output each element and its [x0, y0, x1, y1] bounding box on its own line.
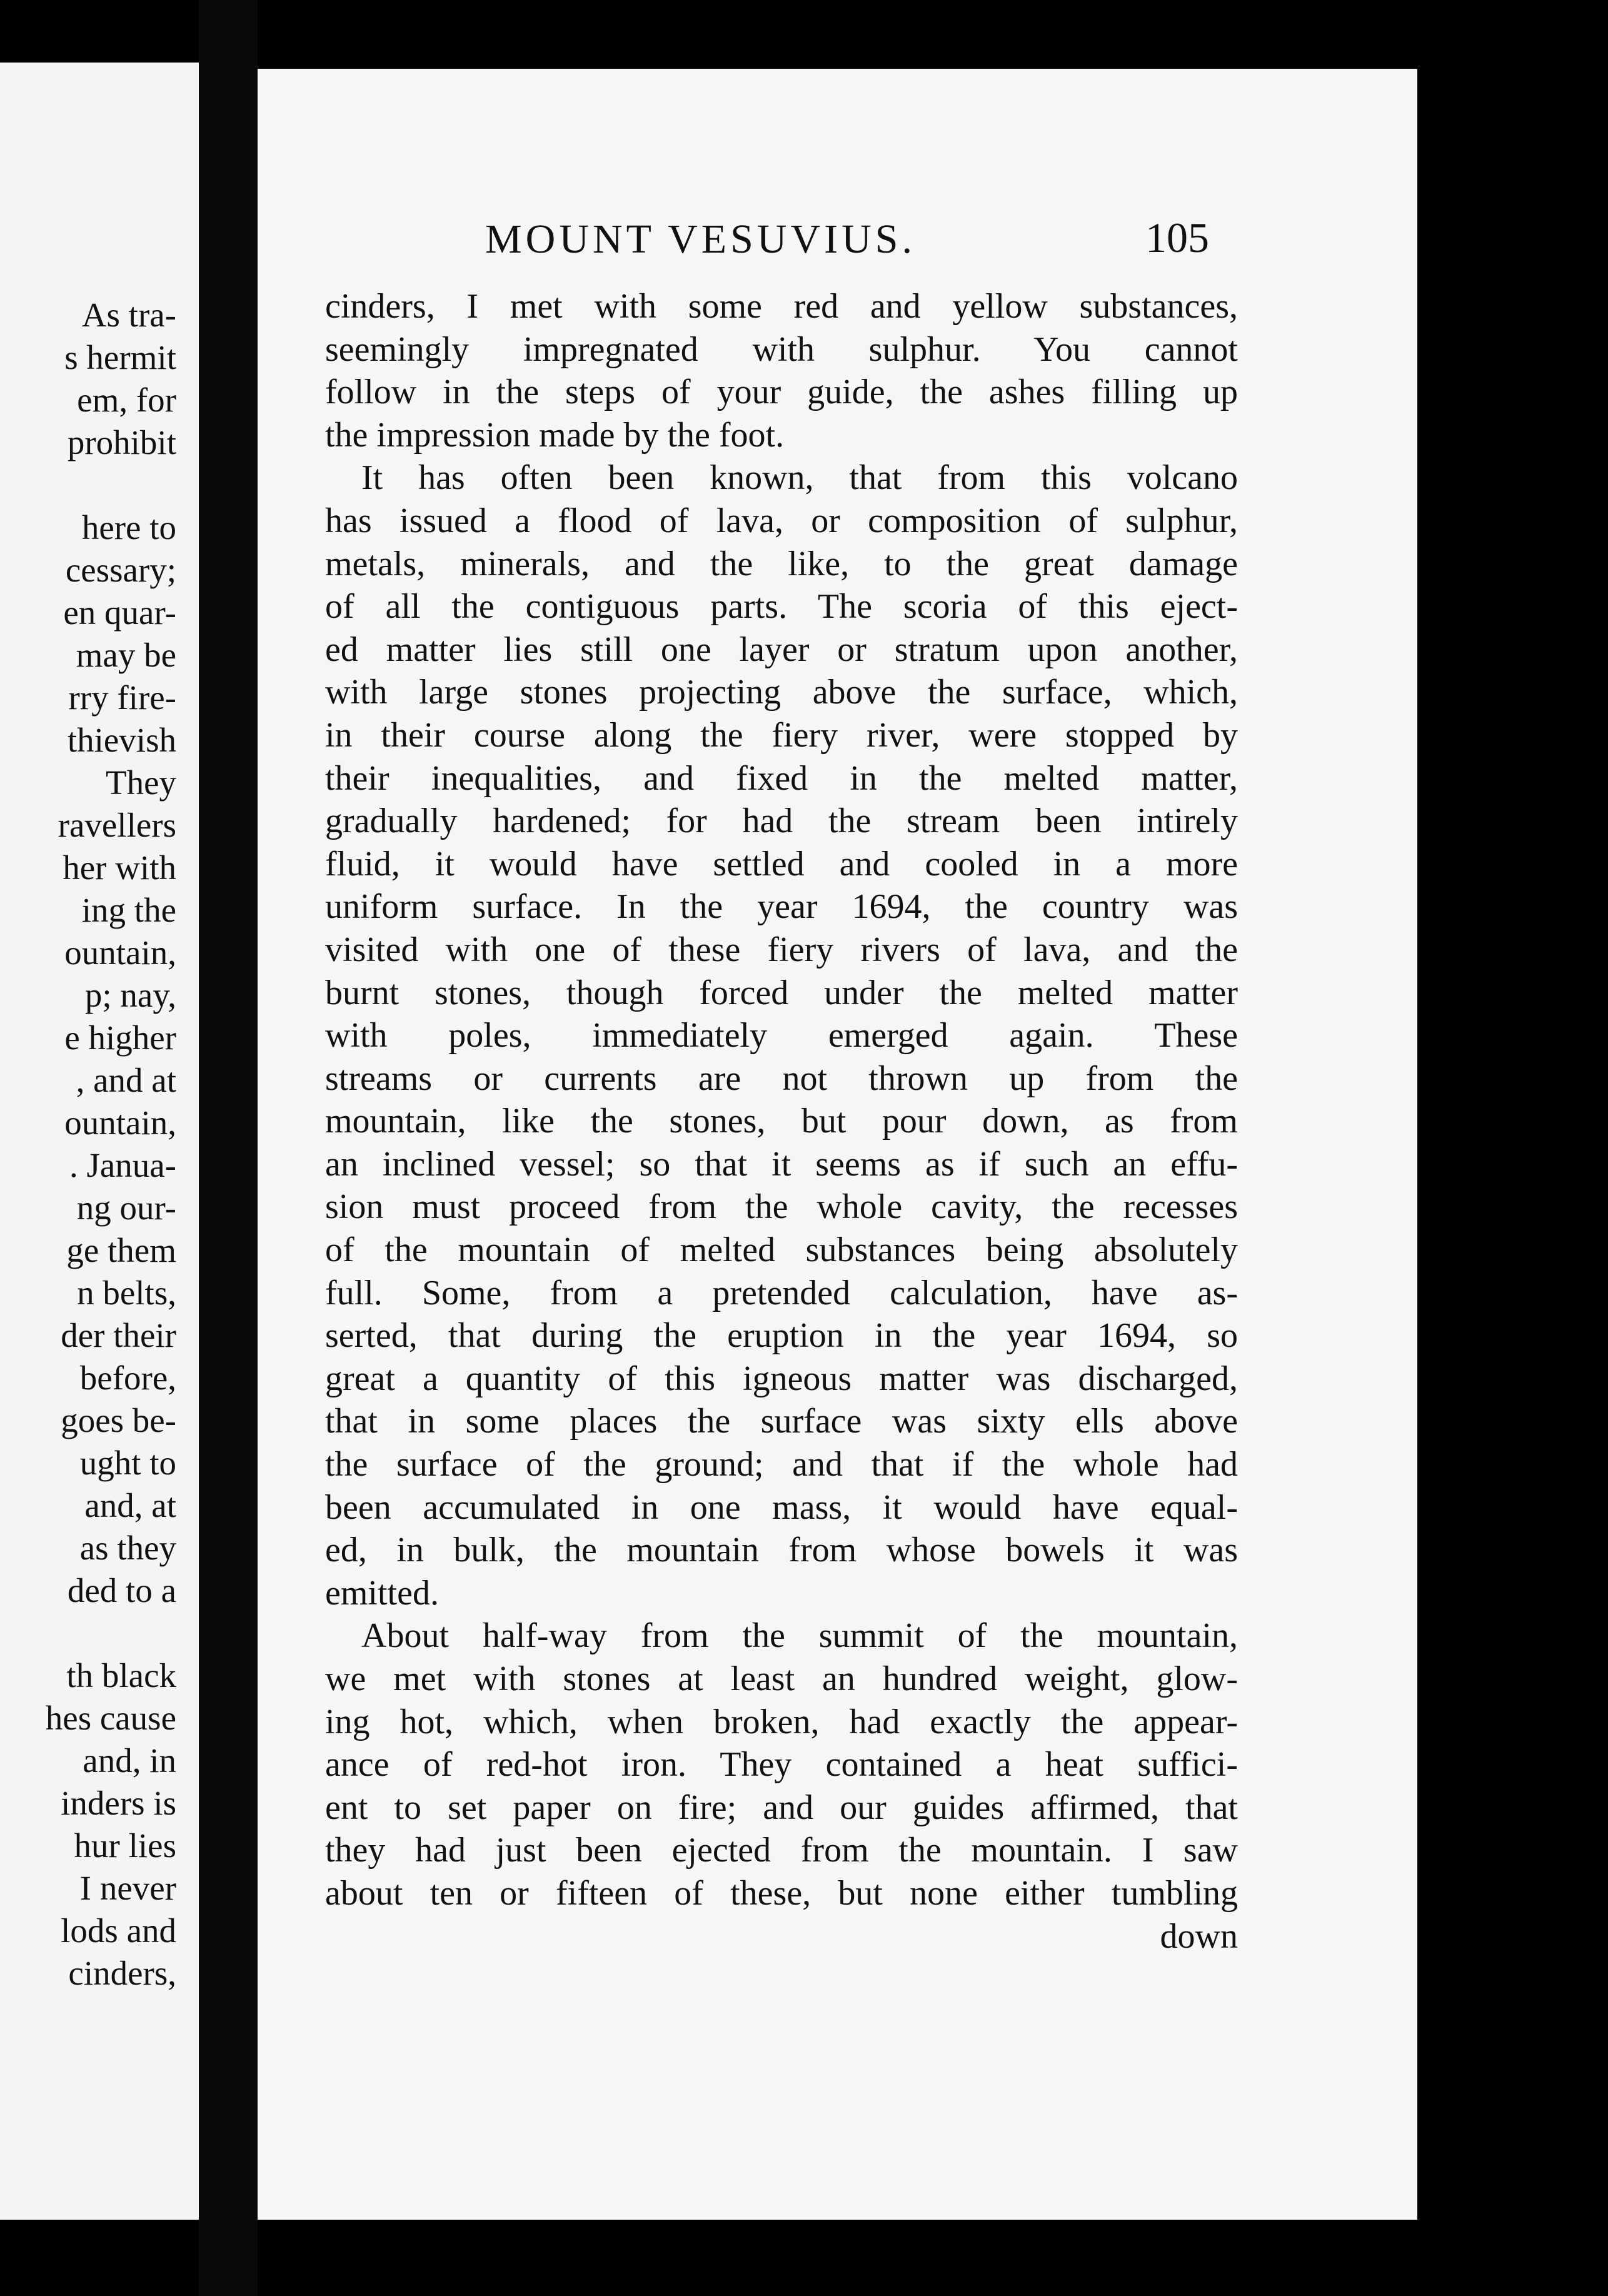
facing-line: en quar- [63, 593, 176, 632]
text-line: metals, minerals, and the like, to the great damage [325, 544, 1238, 583]
text-line: great a quantity of this igneous matter was discharged, [325, 1359, 1238, 1398]
facing-line: prohibit [67, 423, 176, 461]
text-line: uniform surface. In the year 1694, the country was [325, 887, 1238, 927]
facing-line: hes cause [45, 1699, 176, 1737]
text-line: ent to set paper on fire; and our guides affirmed, that [325, 1788, 1238, 1827]
facing-line: I never [79, 1869, 176, 1907]
running-head-title: MOUNT VESUVIUS. [485, 216, 916, 262]
text-line: ing hot, which, when broken, had exactly the appear- [325, 1702, 1238, 1741]
text-line: serted, that during the eruption in the year 1694, so [325, 1316, 1238, 1356]
text-line: mountain, like the stones, but pour down, as from [325, 1102, 1238, 1141]
facing-line: They [105, 763, 176, 802]
text-line: streams or currents are not thrown up from the [325, 1059, 1238, 1098]
book-gutter [199, 0, 258, 2296]
facing-line: ded to a [67, 1571, 176, 1609]
facing-line: inders is [61, 1784, 176, 1822]
text-line: About half-way from the summit of the mountain, [361, 1616, 1238, 1656]
facing-line: der their [61, 1316, 176, 1354]
facing-line: ountain, [64, 1104, 176, 1142]
facing-line: thievish [67, 721, 176, 759]
text-line: an inclined vessel; so that it seems as if such an effu- [325, 1144, 1238, 1184]
text-line: with poles, immediately emerged again. These [325, 1016, 1238, 1055]
facing-line: p; nay, [84, 976, 176, 1014]
text-line: in their course along the fiery river, were stopped by [325, 715, 1238, 755]
facing-line: ge them [66, 1231, 176, 1269]
text-line: emitted. [325, 1573, 439, 1613]
text-line: their inequalities, and fixed in the melted matter, [325, 758, 1238, 798]
page-number: 105 [1145, 214, 1209, 261]
facing-line: lods and [61, 1911, 176, 1950]
facing-line: here to [81, 508, 176, 546]
text-line: ed, in bulk, the mountain from whose bowels it was [325, 1531, 1238, 1570]
facing-line: and, at [84, 1486, 176, 1524]
facing-page-left [0, 63, 199, 2220]
facing-line: . Janua- [69, 1146, 176, 1184]
facing-line: her with [63, 848, 176, 887]
text-line: of all the contiguous parts. The scoria of this eject- [325, 587, 1238, 627]
facing-line: ng our- [76, 1189, 176, 1227]
facing-line: cessary; [65, 551, 176, 589]
text-line: It has often been known, that from this volcano [361, 458, 1238, 498]
text-line: seemingly impregnated with sulphur. You cannot [325, 330, 1238, 369]
facing-line: hur lies [74, 1826, 176, 1865]
text-line: has issued a flood of lava, or composition of sulphur, [325, 501, 1238, 540]
text-line: ance of red-hot iron. They contained a heat suffici- [325, 1745, 1238, 1785]
facing-line: as they [79, 1529, 176, 1567]
facing-line: As tra- [81, 296, 176, 334]
facing-line: goes be- [61, 1401, 176, 1439]
facing-line: s hermit [64, 338, 176, 376]
text-line: we met with stones at least an hundred weight, glow- [325, 1659, 1238, 1698]
facing-line: may be [76, 636, 176, 674]
facing-line: before, [79, 1359, 176, 1397]
text-line: with large stones projecting above the surface, which, [325, 673, 1238, 712]
facing-line: e higher [64, 1019, 176, 1057]
text-line: cinders, I met with some red and yellow substances, [325, 287, 1238, 326]
text-line: the surface of the ground; and that if the whole had [325, 1445, 1238, 1484]
text-line: visited with one of these fiery rivers of lava, and the [325, 930, 1238, 969]
facing-line: , and at [76, 1061, 176, 1099]
text-line: been accumulated in one mass, it would have equal- [325, 1488, 1238, 1527]
facing-line [0, 464, 176, 506]
facing-line: ountain, [64, 934, 176, 972]
facing-line [0, 1612, 176, 1654]
body-text [325, 285, 1238, 1958]
text-line: about ten or fifteen of these, but none either tumbling [325, 1873, 1238, 1913]
text-line: that in some places the surface was sixty ells above [325, 1402, 1238, 1441]
text-line: follow in the steps of your guide, the ashes filling up [325, 373, 1238, 412]
facing-line: em, for [77, 381, 176, 419]
facing-line: ught to [79, 1444, 176, 1482]
facing-line: rry fire- [68, 678, 176, 717]
facing-page-text [0, 294, 176, 1995]
catchword: down [1160, 1916, 1238, 1956]
text-line: full. Some, from a pretended calculation, have as- [325, 1273, 1238, 1312]
facing-line: cinders, [68, 1954, 176, 1992]
text-line: the impression made by the foot. [325, 415, 785, 455]
text-line: burnt stones, though forced under the melted matter [325, 973, 1238, 1012]
facing-line: ravellers [58, 806, 176, 844]
text-line: gradually hardened; for had the stream been intirely [325, 802, 1238, 841]
text-line: ed matter lies still one layer or stratum upon another, [325, 630, 1238, 669]
text-line: of the mountain of melted substances being absolutely [325, 1231, 1238, 1270]
facing-line: ing the [81, 891, 176, 929]
text-line: sion must proceed from the whole cavity, the recesses [325, 1187, 1238, 1227]
running-head [258, 216, 1417, 278]
page-105 [258, 69, 1417, 2220]
text-line: fluid, it would have settled and cooled in a more [325, 844, 1238, 884]
facing-line: th black [66, 1656, 176, 1694]
facing-line: and, in [83, 1741, 176, 1780]
facing-line: n belts, [77, 1274, 176, 1312]
text-line: they had just been ejected from the mountain. I saw [325, 1831, 1238, 1870]
